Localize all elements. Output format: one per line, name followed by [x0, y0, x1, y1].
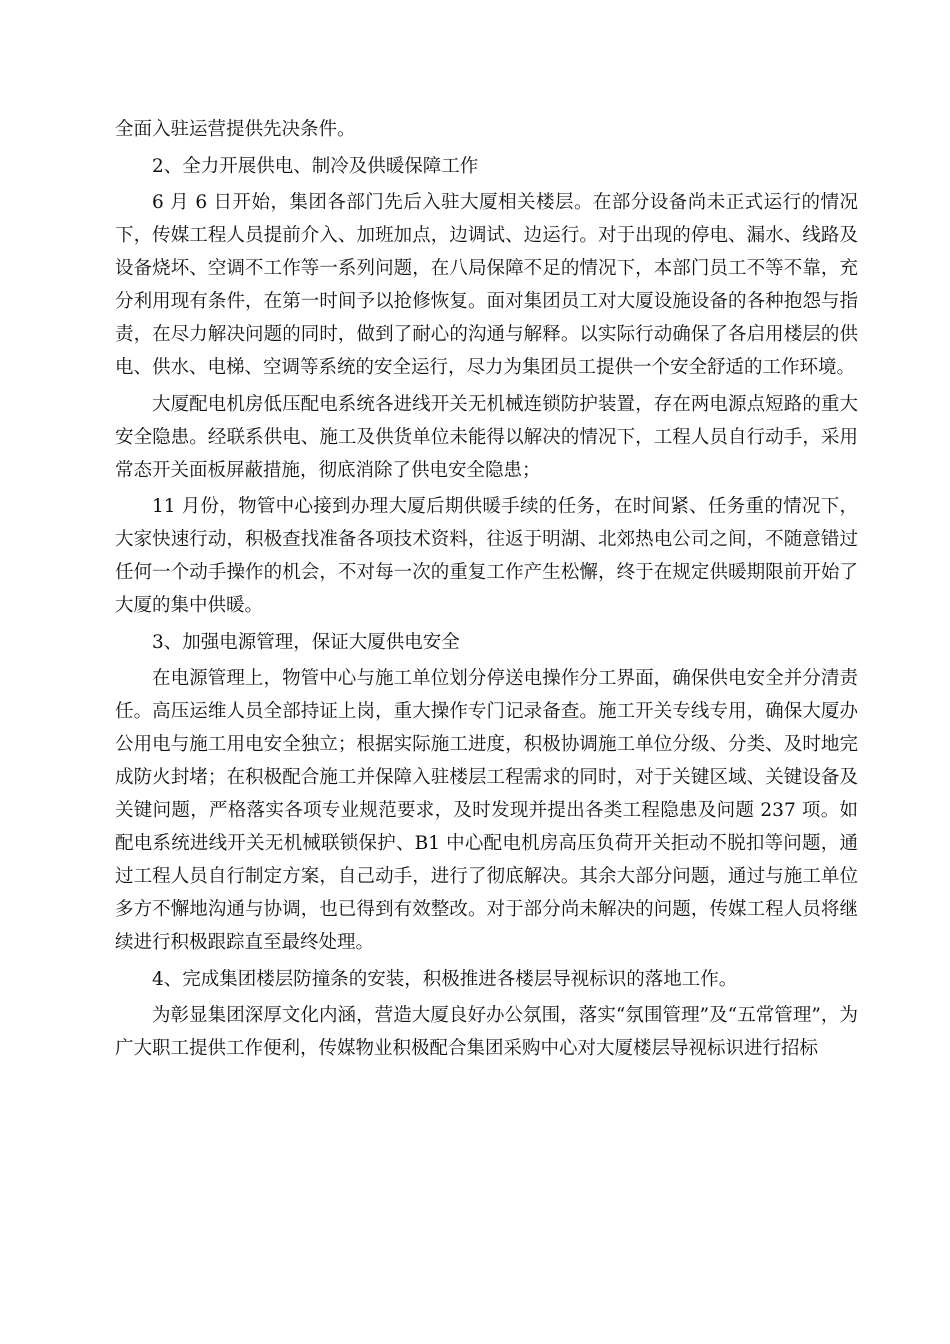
paragraph-switch-safety: 大厦配电机房低压配电系统各进线开关无机械连锁防护装置，存在两电源点短路的重大安全隐患。经联系供电、施工及供货单位未能得以解决的情况下，工程人员自行动手，采用常态开关面板屏蔽措施，彻底消除了供电安全隐患； [115, 393, 858, 481]
document-page [115, 113, 858, 1069]
paragraph-power-management: 在电源管理上，物管中心与施工单位划分停送电操作分工界面，确保供电安全并分清责任。高压运维人员全部持证上岗，重大操作专门记录备查。施工开关专线专用，确保大厦办公用电与施工用电安全独立；根据实际施工进度，积极协调施工单位分级、分类、及时地完成防火封堵；在积极配合施工并保障入驻楼层工程需求的同时，对于关键区域、关键设备及关键问题，严格落实各项专业规范要求，及时发现并提出各类工程隐患及问题 237 项。如配电系统进线开关无机械联锁保护、B1 中心配电机房高压负荷开关拒动不脱扣等问题，通过工程人员自行制定方案，自己动手，进行了彻底解决。其余大部分问题，通过与施工单位多方不懈地沟通与协调，也已得到有效整改。对于部分尚未解决的问题，传媒工程人员将继续进行积极跟踪直至最终处理。 [115, 668, 858, 953]
paragraph-signage: 为彰显集团深厚文化内涵，营造大厦良好办公氛围，落实“氛围管理”及“五常管理”，为广大职工提供工作便利，传媒物业积极配合集团采购中心对大厦楼层导视标识进行招标 [115, 1005, 858, 1059]
paragraph-continuation: 全面入驻运营提供先决条件。 [115, 119, 356, 140]
paragraph-heating: 11 月份，物管中心接到办理大厦后期供暖手续的任务，在时间紧、任务重的情况下，大家快速行动，积极查找准备各项技术资料，往返于明湖、北郊热电公司之间，不随意错过任何一个动手操作的机会，不对每一次的重复工作产生松懈，终于在规定供暖期限前开始了大厦的集中供暖。 [115, 496, 858, 616]
section-heading-4: 4、完成集团楼层防撞条的安装，积极推进各楼层导视标识的落地工作。 [152, 968, 738, 990]
paragraph-power-cooling: 6 月 6 日开始，集团各部门先后入驻大厦相关楼层。在部分设备尚未正式运行的情况下，传媒工程人员提前介入、加班加点，边调试、边运行。对于出现的停电、漏水、线路及设备烧坏、空调不工作等一系列问题，在八局保障不足的情况下，本部门员工不等不靠，充分利用现有条件，在第一时间予以抢修恢复。面对集团员工对大厦设施设备的各种抱怨与指责，在尽力解决问题的同时，做到了耐心的沟通与解释。以实际行动确保了各启用楼层的供电、供水、电梯、空调等系统的安全运行，尽力为集团员工提供一个安全舒适的工作环境。 [115, 192, 858, 378]
section-heading-3: 3、加强电源管理，保证大厦供电安全 [152, 631, 460, 653]
section-heading-2: 2、全力开展供电、制冷及供暖保障工作 [152, 155, 479, 177]
